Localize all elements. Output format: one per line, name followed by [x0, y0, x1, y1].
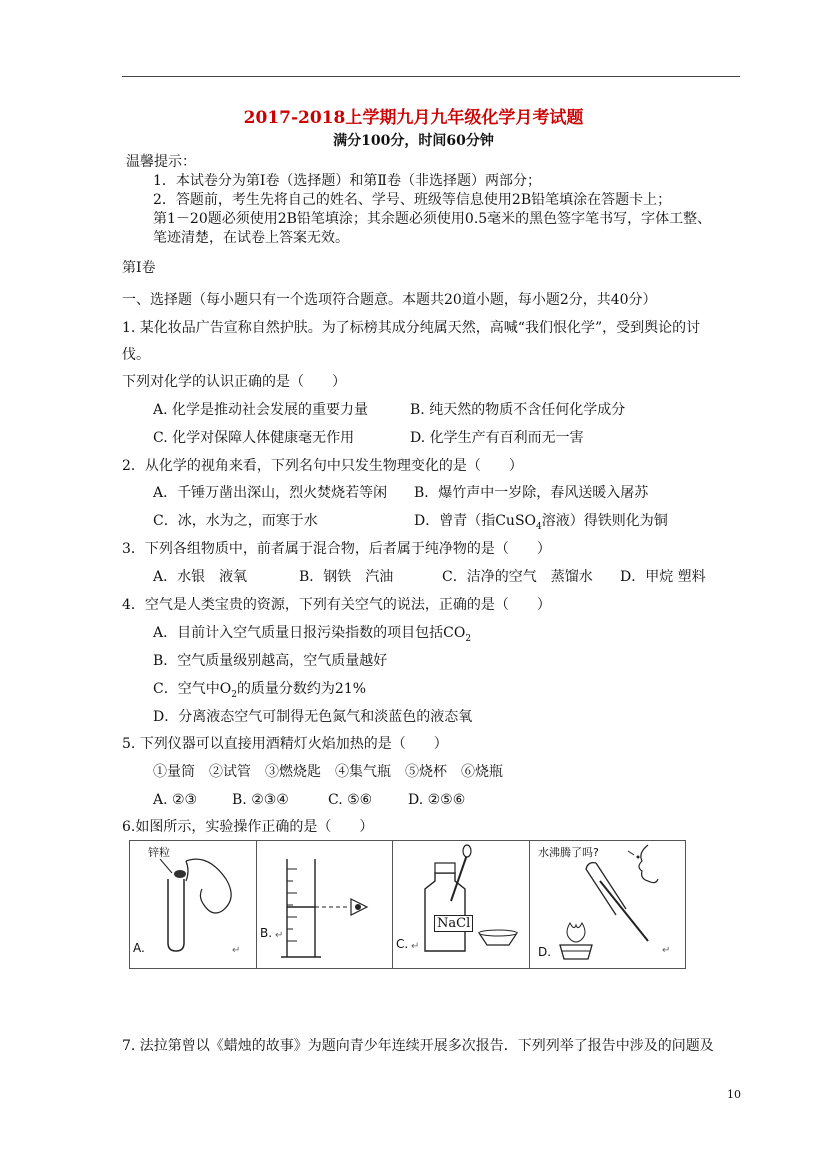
q4-option-a: A．目前计入空气质量日报污染指数的项目包括$CO_2$ [153, 625, 472, 644]
q5-stem: 5. 下列仪器可以直接用酒精灯火焰加热的是（ ） [122, 736, 448, 752]
return-mark: ↵ [275, 930, 284, 941]
q2-option-d: D．曾青（指CuSO$_4$溶液）得铁则化为铜 [414, 513, 668, 532]
exam-title: 2017-2018上学期九月九年级化学月考试题 [243, 108, 584, 128]
return-mark: ↵ [411, 941, 420, 952]
tips-line-2: 2．答题前，考生先将自己的姓名、学号、班级等信息使用2B铅笔填涂在答题卡上； [153, 192, 672, 208]
return-mark: ↵ [232, 945, 241, 956]
nacl-label: NaCl [434, 915, 473, 932]
q5-option-c: C. ⑤⑥ [328, 792, 373, 808]
part-one-label: 第Ⅰ卷 [122, 260, 156, 276]
panel-b-letter: B. [260, 926, 273, 940]
q5-option-d: D. ②⑤⑥ [408, 792, 466, 808]
panel-d-letter: D. [538, 945, 552, 959]
q1-option-b: B. 纯天然的物质不含任何化学成分 [410, 402, 626, 418]
q4-option-d: D．分离液态空气可制得无色氮气和淡蓝色的液态氧 [153, 709, 473, 725]
header-rule [122, 76, 740, 77]
tips-line-4: 笔迹清楚，在试卷上答案无效。 [153, 230, 349, 246]
q5-items: ①量筒 ②试管 ③燃烧匙 ④集气瓶 ⑤烧杯 ⑥烧瓶 [153, 764, 503, 780]
return-mark: ↵ [662, 945, 671, 956]
q3-option-b: B．钢铁 汽油 [299, 569, 394, 585]
zinc-label: 锌粒 [148, 846, 170, 859]
q3-option-c: C．洁净的空气 蒸馏水 [442, 569, 593, 585]
q4-option-b: B．空气质量级别越高，空气质量越好 [153, 653, 388, 669]
q2-option-a: A．千锤万凿出深山，烈火焚烧若等闲 [153, 485, 388, 501]
q6-panel-a [129, 840, 258, 969]
q5-option-a: A. ②③ [153, 792, 198, 808]
tips-line-3: 第1－20题必须使用2B铅笔填涂；其余题必须使用0.5毫米的黑色签字笔书写，字体工整、 [153, 211, 712, 227]
q2-option-c: C．冰，水为之，而寒于水 [153, 513, 318, 529]
q4-stem: 4．空气是人类宝贵的资源，下列有关空气的说法，正确的是（ ） [122, 597, 551, 613]
boiling-caption: 水沸腾了吗? [538, 846, 599, 859]
graduated-cylinder-illustration [257, 841, 393, 968]
q1-stem-line-2: 伐。 [122, 347, 150, 363]
q6-panel-c [392, 840, 531, 969]
q5-option-b: B. ②③④ [232, 792, 289, 808]
panel-c-letter: C. [396, 937, 409, 951]
q2-option-b: B．爆竹声中一岁除，春风送暖入屠苏 [414, 485, 649, 501]
q1-option-c: C. 化学对保障人体健康毫无作用 [153, 430, 355, 446]
tips-line-1: 1．本试卷分为第Ⅰ卷（选择题）和第Ⅱ卷（非选择题）两部分； [153, 173, 541, 189]
panel-a-letter: A. [133, 941, 145, 955]
section-heading: 一、选择题（每小题只有一个选项符合题意。本题共20道小题，每小题2分，共40分） [122, 292, 657, 308]
q2-stem: 2．从化学的视角来看，下列名句中只发生物理变化的是（ ） [122, 458, 523, 474]
tips-heading: 温馨提示： [126, 154, 196, 170]
exam-subtitle: 满分100分，时间60分钟 [333, 133, 494, 149]
q6-panel-d [529, 840, 686, 969]
q6-panel-b [256, 840, 394, 969]
q1-option-d: D. 化学生产有百利而无一害 [410, 430, 584, 446]
q6-stem: 6.如图所示，实验操作正确的是（ ） [122, 819, 374, 835]
q1-stem-line-1: 1. 某化妆品广告宣称自然护肤。为了标榜其成分纯属天然，高喊“我们恨化学”，受到舆论的讨 [122, 320, 701, 336]
q3-stem: 3．下列各组物质中，前者属于混合物，后者属于纯净物的是（ ） [122, 541, 551, 557]
q7-stem: 7. 法拉第曾以《蜡烛的故事》为题向青少年连续开展多次报告．下列列举了报告中涉及的问题及 [122, 1038, 714, 1054]
q1-stem-line-3: 下列对化学的认识正确的是（ ） [122, 374, 346, 390]
q3-option-a: A．水银 液氧 [153, 569, 248, 585]
q1-option-a: A. 化学是推动社会发展的重要力量 [153, 402, 369, 418]
page-number: 10 [727, 1088, 741, 1101]
q3-option-d: D．甲烷 塑料 [620, 569, 706, 585]
q4-option-c: C．空气中$O_2$的质量分数约为21% [153, 681, 367, 700]
